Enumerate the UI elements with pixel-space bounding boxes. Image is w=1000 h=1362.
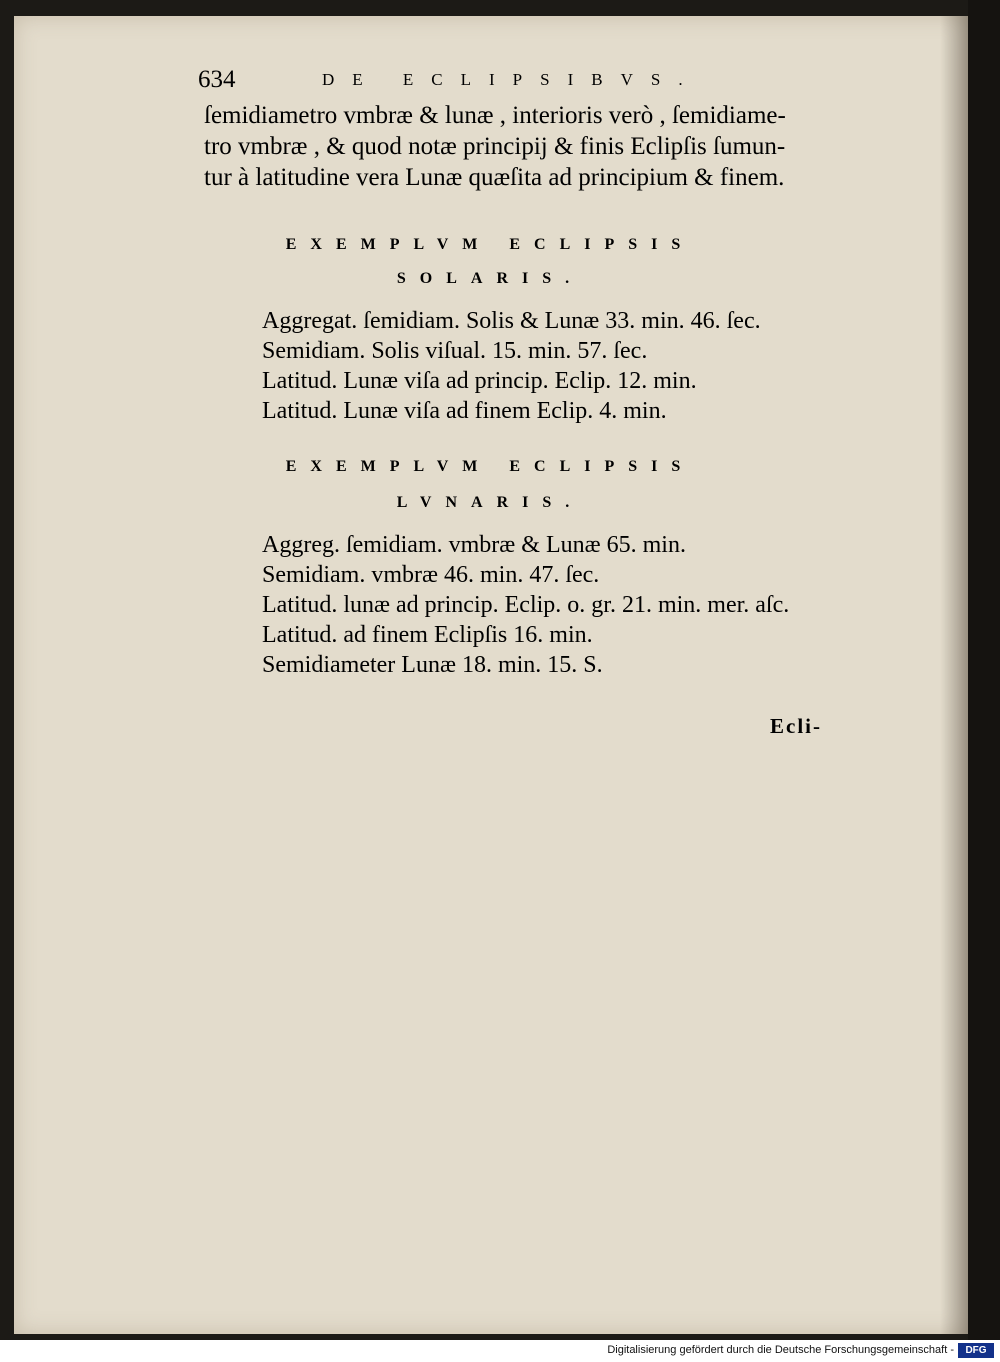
dfg-logo-icon: DFG [958, 1343, 994, 1358]
lunar-line: Latitud. ad finem Eclipſis 16. min. [262, 622, 593, 648]
digitization-footer [0, 1340, 1000, 1362]
intro-line: tur à latitudine vera Lunæ quæſita ad principium & finem. [204, 164, 785, 191]
intro-line: ſemidiametro vmbræ & lunæ , interioris verò , ſemidiame- [204, 102, 786, 129]
funding-credit: Digitalisierung gefördert durch die Deutsche Forschungsgemeinschaft - [607, 1344, 954, 1356]
solar-line: Latitud. Lunæ viſa ad princip. Eclip. 12. min. [262, 368, 697, 394]
lunar-heading-line2: LVNARIS. [396, 494, 584, 511]
intro-paragraph [204, 100, 844, 193]
lunar-line: Semidiameter Lunæ 18. min. 15. S. [262, 652, 603, 678]
catchword: Ecli- [770, 714, 822, 738]
spine-shadow [940, 16, 968, 1334]
solar-example-list [262, 306, 902, 426]
intro-line: tro vmbræ , & quod notæ principij & finis Eclipſis ſumun- [204, 133, 786, 160]
lunar-line: Semidiam. vmbræ 46. min. 47. ſec. [262, 562, 600, 588]
solar-line: Aggregat. ſemidiam. Solis & Lunæ 33. min. 46. ſec. [262, 308, 761, 334]
running-head: DE ECLIPSIBVS. [322, 70, 701, 89]
lunar-example-list [262, 530, 902, 680]
page-header [198, 60, 758, 100]
book-edge [968, 0, 1000, 1340]
solar-heading-line2: SOLARIS. [396, 270, 584, 287]
lunar-heading-line1: EXEMPLVM ECLIPSIS [285, 458, 695, 475]
solar-heading-line1: EXEMPLVM ECLIPSIS [285, 236, 695, 253]
page-number: 634 [198, 66, 236, 93]
solar-line: Semidiam. Solis viſual. 15. min. 57. ſec. [262, 338, 648, 364]
solar-line: Latitud. Lunæ viſa ad finem Eclip. 4. min. [262, 398, 667, 424]
lunar-line: Latitud. lunæ ad princip. Eclip. o. gr. 21. min. mer. aſc. [262, 592, 790, 618]
lunar-line: Aggreg. ſemidiam. vmbræ & Lunæ 65. min. [262, 532, 686, 558]
